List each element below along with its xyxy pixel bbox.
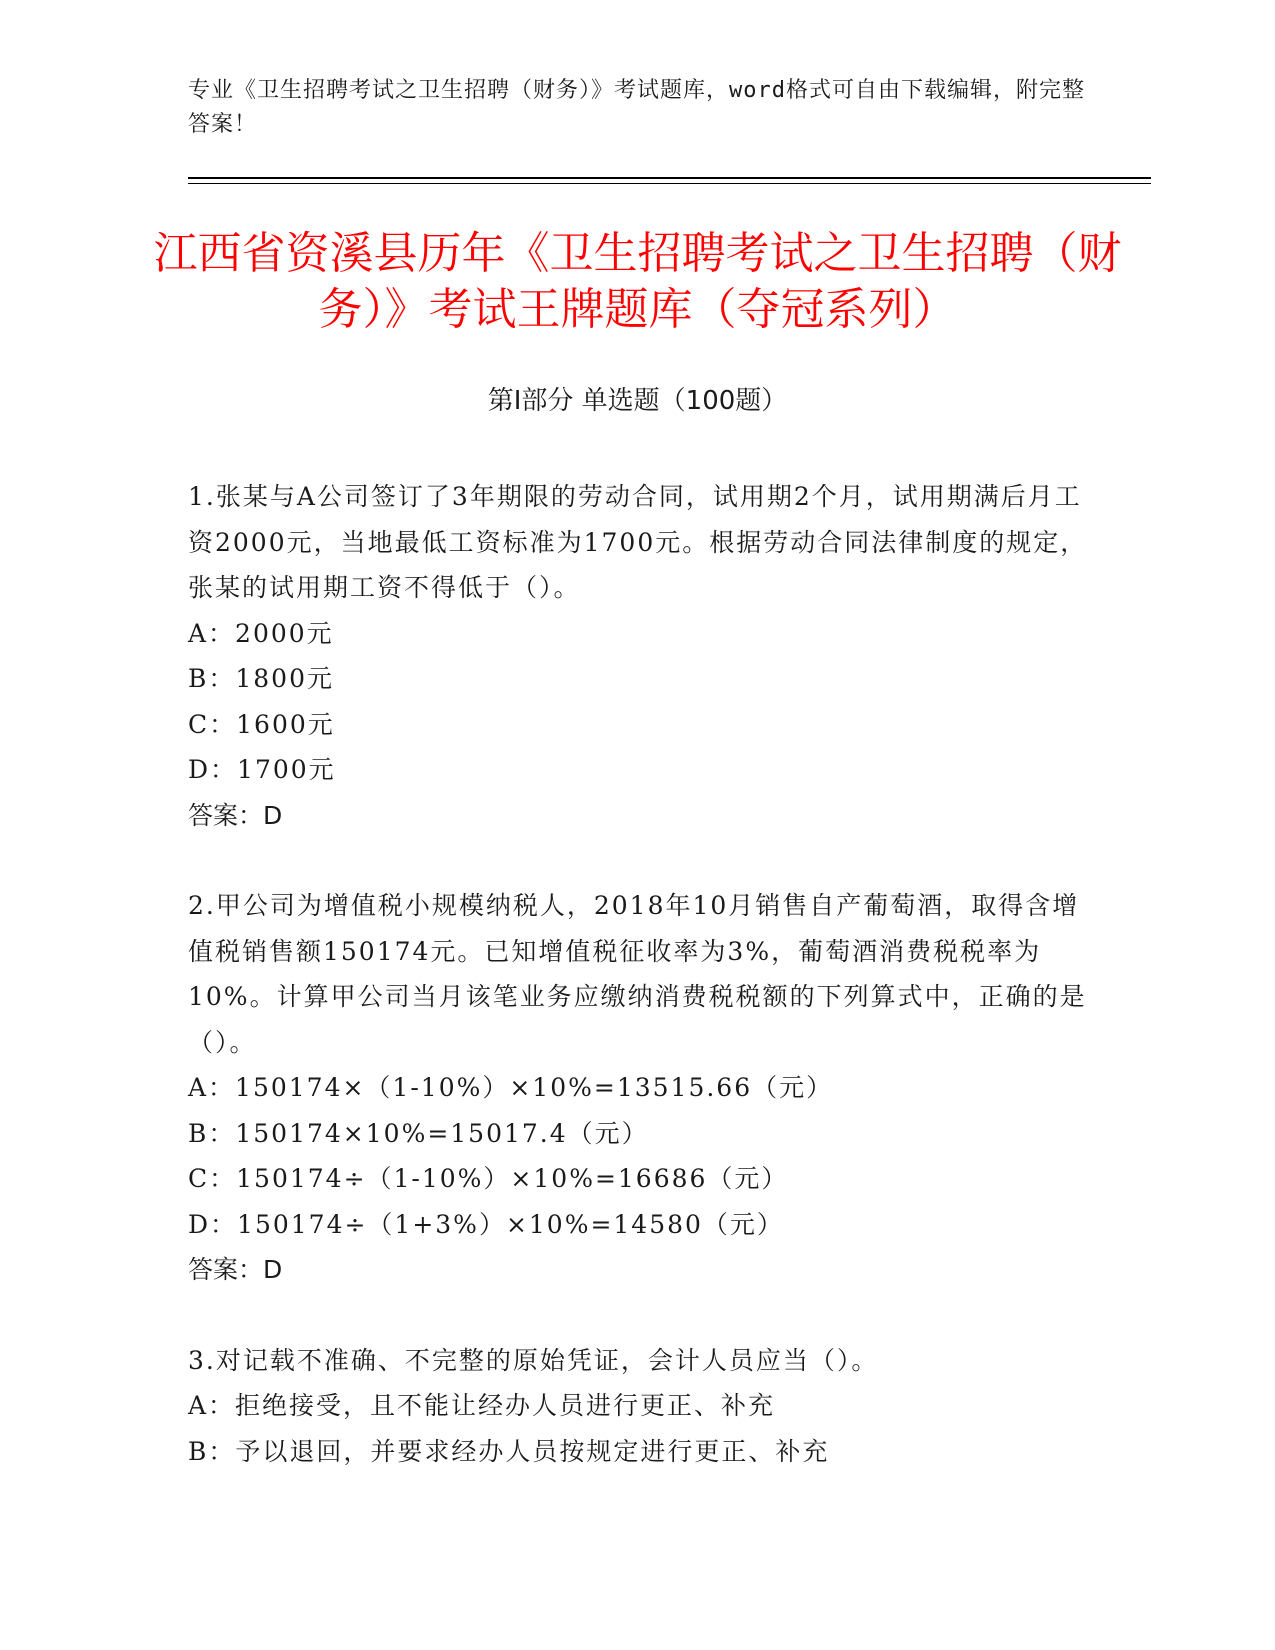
option-b: B：150174×10%=15017.4（元） — [188, 1118, 649, 1148]
question-answer: 答案：D — [188, 800, 283, 830]
header-divider-thin — [188, 183, 1151, 184]
question-2 — [188, 883, 1088, 1293]
section-heading: 第I部分 单选题（100题） — [487, 386, 788, 416]
question-stem: 2.甲公司为增值税小规模纳税人，2018年10月销售自产葡萄酒，取得含增值税销售额150174元。已知增值税征收率为3%，葡萄酒消费税税率为10%。计算甲公司当月该笔业务应缴纳消费税税额的下列算式中，正确的是（）。 — [188, 891, 1087, 1057]
question-list — [188, 474, 1088, 1519]
option-a: A：拒绝接受，且不能让经办人员进行更正、补充 — [188, 1391, 776, 1420]
question-stem: 3.对记载不准确、不完整的原始凭证，会计人员应当（）。 — [188, 1345, 879, 1375]
option-b: B：1800元 — [188, 664, 334, 693]
option-d: D：1700元 — [188, 755, 336, 784]
question-1 — [188, 474, 1088, 838]
question-answer: 答案：D — [188, 1255, 283, 1284]
option-a: A：2000元 — [188, 618, 334, 648]
question-stem: 1.张某与A公司签订了3年期限的劳动合同，试用期2个月，试用期满后月工资2000元，当地最低工资标准为1700元。根据劳动合同法律制度的规定，张某的试用期工资不得低于（）。 — [188, 482, 1088, 602]
option-a: A：150174×（1-10%）×10%=13515.66（元） — [188, 1073, 834, 1102]
option-c: C：150174÷（1-10%）×10%=16686（元） — [188, 1164, 789, 1193]
header-divider-thick — [188, 177, 1151, 179]
question-3 — [188, 1338, 1088, 1475]
header-note: 专业《卫生招聘考试之卫生招聘（财务）》考试题库，word格式可自由下载编辑，附完整答案！ — [188, 78, 1085, 137]
option-c: C：1600元 — [188, 709, 335, 739]
option-b: B：予以退回，并要求经办人员按规定进行更正、补充 — [188, 1436, 830, 1466]
option-d: D：150174÷（1+3%）×10%=14580（元） — [188, 1209, 784, 1239]
document-title: 江西省资溪县历年《卫生招聘考试之卫生招聘（财务）》考试王牌题库（夺冠系列） — [153, 228, 1122, 335]
